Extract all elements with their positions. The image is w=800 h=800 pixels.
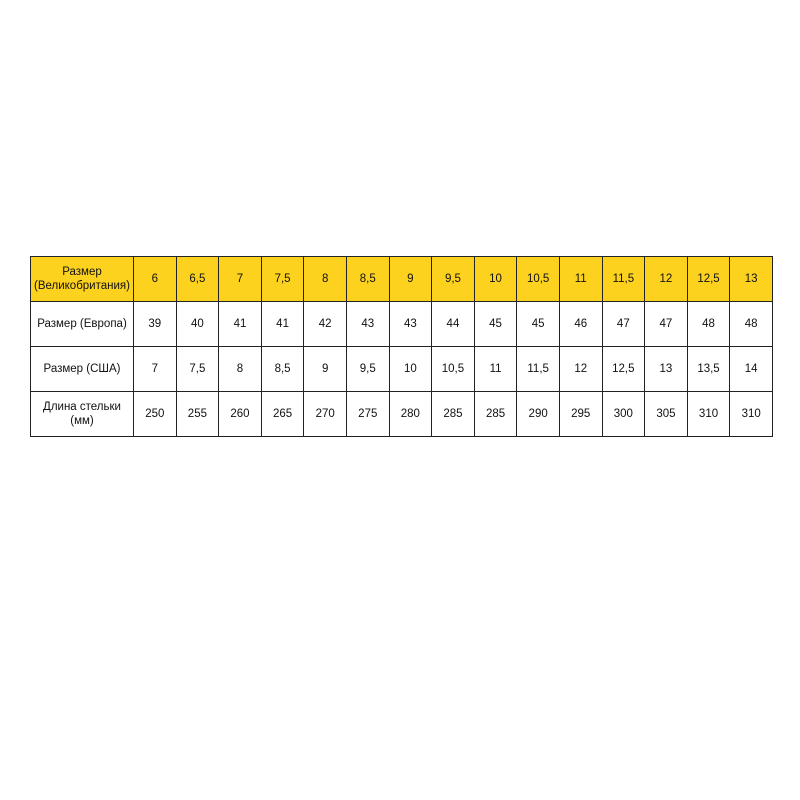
us-size-cell: 13,5 (687, 347, 730, 392)
eu-size-cell: 45 (517, 302, 560, 347)
insole-length-cell: 295 (559, 392, 602, 437)
uk-size-cell: 12,5 (687, 257, 730, 302)
eu-size-cell: 47 (602, 302, 645, 347)
insole-length-cell: 270 (304, 392, 347, 437)
uk-size-cell: 10 (474, 257, 517, 302)
uk-size-cell: 7 (219, 257, 262, 302)
table-row-us-size (31, 347, 773, 392)
us-size-cell: 10 (389, 347, 432, 392)
us-size-cell: 14 (730, 347, 773, 392)
insole-length-cell: 280 (389, 392, 432, 437)
us-size-cell: 11 (474, 347, 517, 392)
uk-size-cell: 9 (389, 257, 432, 302)
insole-length-cell: 275 (346, 392, 389, 437)
eu-size-cell: 46 (559, 302, 602, 347)
us-size-cell: 12,5 (602, 347, 645, 392)
row-label-eu-size: Размер (Европа) (31, 302, 134, 347)
insole-length-cell: 285 (432, 392, 475, 437)
us-size-cell: 13 (645, 347, 688, 392)
table-row-uk-size (31, 257, 773, 302)
insole-length-cell: 265 (261, 392, 304, 437)
us-size-cell: 8,5 (261, 347, 304, 392)
us-size-cell: 9,5 (346, 347, 389, 392)
eu-size-cell: 45 (474, 302, 517, 347)
us-size-cell: 11,5 (517, 347, 560, 392)
uk-size-cell: 9,5 (432, 257, 475, 302)
insole-length-cell: 250 (134, 392, 177, 437)
eu-size-cell: 42 (304, 302, 347, 347)
eu-size-cell: 48 (687, 302, 730, 347)
insole-length-cell: 255 (176, 392, 219, 437)
table-row-insole-length (31, 392, 773, 437)
us-size-cell: 7 (134, 347, 177, 392)
eu-size-cell: 39 (134, 302, 177, 347)
insole-length-cell: 305 (645, 392, 688, 437)
uk-size-cell: 8 (304, 257, 347, 302)
insole-length-cell: 285 (474, 392, 517, 437)
us-size-cell: 9 (304, 347, 347, 392)
insole-length-cell: 300 (602, 392, 645, 437)
size-chart-table (30, 256, 773, 437)
uk-size-cell: 6,5 (176, 257, 219, 302)
uk-size-cell: 6 (134, 257, 177, 302)
insole-length-cell: 260 (219, 392, 262, 437)
uk-size-cell: 8,5 (346, 257, 389, 302)
row-label-us-size: Размер (США) (31, 347, 134, 392)
insole-length-cell: 310 (687, 392, 730, 437)
uk-size-cell: 11,5 (602, 257, 645, 302)
us-size-cell: 10,5 (432, 347, 475, 392)
uk-size-cell: 12 (645, 257, 688, 302)
us-size-cell: 12 (559, 347, 602, 392)
insole-length-cell: 290 (517, 392, 560, 437)
us-size-cell: 7,5 (176, 347, 219, 392)
eu-size-cell: 41 (261, 302, 304, 347)
uk-size-cell: 10,5 (517, 257, 560, 302)
eu-size-cell: 47 (645, 302, 688, 347)
eu-size-cell: 40 (176, 302, 219, 347)
eu-size-cell: 41 (219, 302, 262, 347)
uk-size-cell: 11 (559, 257, 602, 302)
row-label-uk-size: Размер (Великобритания) (31, 257, 134, 302)
uk-size-cell: 13 (730, 257, 773, 302)
eu-size-cell: 43 (389, 302, 432, 347)
uk-size-cell: 7,5 (261, 257, 304, 302)
table-row-eu-size (31, 302, 773, 347)
eu-size-cell: 43 (346, 302, 389, 347)
us-size-cell: 8 (219, 347, 262, 392)
row-label-insole-length: Длина стельки (мм) (31, 392, 134, 437)
eu-size-cell: 44 (432, 302, 475, 347)
eu-size-cell: 48 (730, 302, 773, 347)
insole-length-cell: 310 (730, 392, 773, 437)
